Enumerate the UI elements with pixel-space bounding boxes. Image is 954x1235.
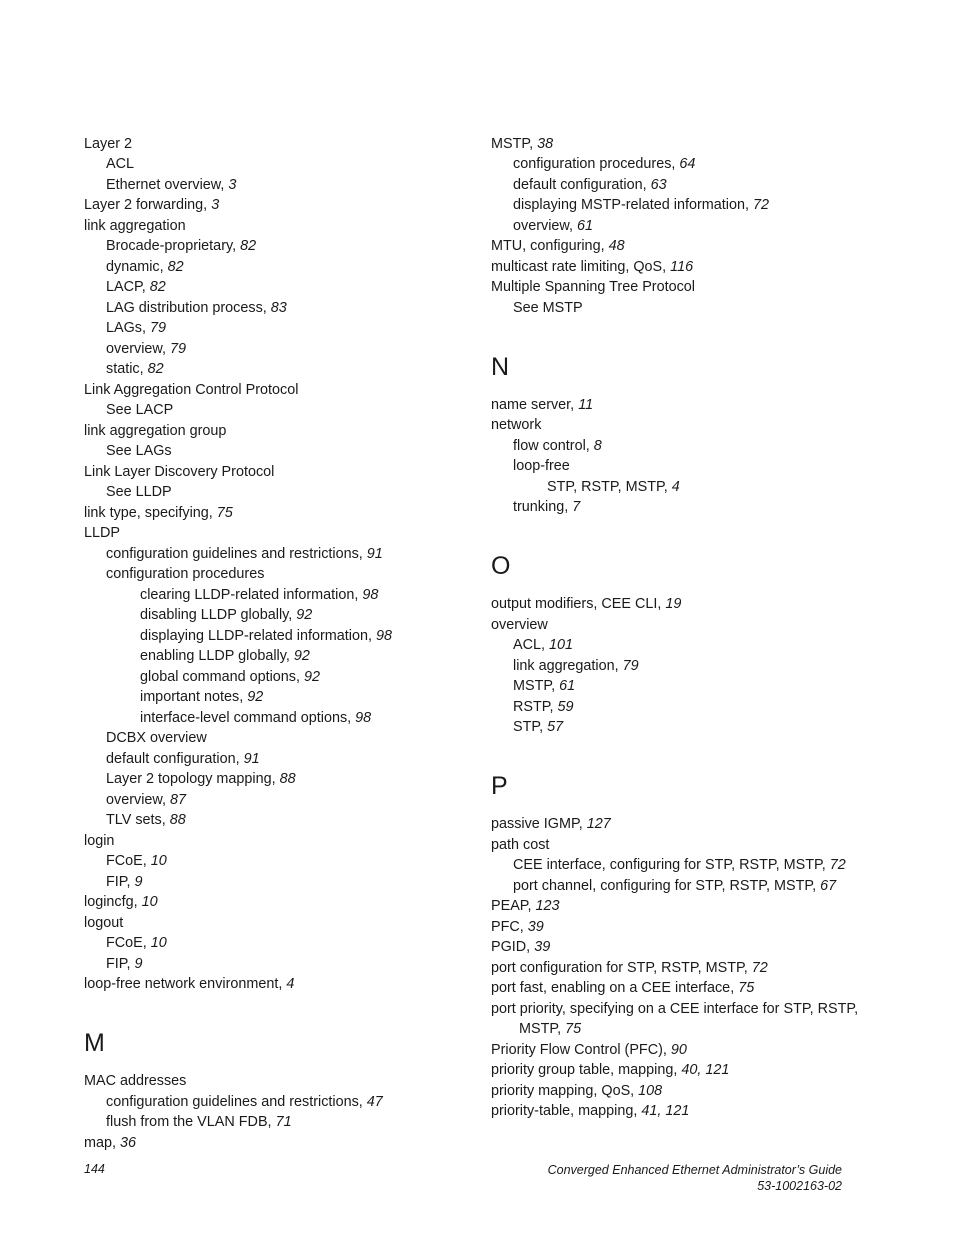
index-entry: [84, 422, 464, 441]
index-page-reference[interactable]: 91: [243, 750, 260, 767]
index-page-reference[interactable]: 40, 121: [681, 1062, 730, 1078]
index-subentry: [84, 668, 464, 687]
index-term: Multiple Spanning Tree Protocol: [491, 279, 695, 295]
index-page-reference[interactable]: 82: [167, 258, 184, 275]
index-page-reference[interactable]: 4: [671, 478, 680, 495]
index-page-reference[interactable]: 11: [578, 396, 594, 413]
index-page-reference[interactable]: 47: [366, 1093, 383, 1110]
index-term: See LLDP: [106, 484, 172, 500]
index-page-reference[interactable]: 98: [362, 586, 379, 603]
index-subentry: [491, 677, 891, 696]
index-term: interface-level command options,: [140, 709, 352, 726]
index-term: Brocade-proprietary,: [106, 238, 237, 254]
index-page-reference[interactable]: 8: [593, 437, 602, 454]
index-term: flush from the VLAN FDB,: [106, 1114, 272, 1130]
index-term: flow control,: [513, 437, 590, 454]
index-entry: [491, 1102, 891, 1121]
index-subentry: [491, 457, 891, 476]
index-term: LLDP: [84, 525, 120, 541]
index-term: priority mapping, QoS,: [491, 1082, 635, 1099]
index-page-reference[interactable]: 92: [304, 668, 321, 685]
index-page-reference[interactable]: 75: [216, 504, 233, 521]
index-page-reference[interactable]: 72: [751, 959, 768, 976]
index-page-reference[interactable]: 36: [120, 1134, 137, 1151]
index-term: path cost: [491, 836, 550, 853]
index-page-reference[interactable]: 63: [650, 176, 667, 193]
index-entry: [491, 1061, 891, 1080]
index-subentry: [491, 856, 891, 875]
index-term: port configuration for STP, RSTP, MSTP,: [491, 959, 748, 976]
index-term: FIP,: [106, 955, 131, 972]
index-page-reference[interactable]: 82: [147, 361, 164, 377]
index-subentry: [84, 627, 464, 646]
index-term: passive IGMP,: [491, 816, 583, 832]
index-subentry: [491, 437, 891, 456]
index-term: MAC addresses: [84, 1073, 187, 1089]
index-term: priority group table, mapping,: [491, 1062, 678, 1078]
index-term: overview: [491, 616, 548, 633]
index-term: LAGs,: [106, 320, 146, 336]
index-term: map,: [84, 1134, 116, 1151]
index-page-reference[interactable]: 75: [565, 1021, 582, 1037]
index-column-left: [84, 133, 464, 1153]
index-page-reference[interactable]: 90: [670, 1041, 687, 1058]
index-page-reference[interactable]: 10: [141, 894, 158, 910]
index-term: static,: [106, 361, 144, 377]
index-term: multicast rate limiting, QoS,: [491, 258, 667, 275]
index-term: CEE interface, configuring for STP, RSTP, MSTP,: [513, 857, 826, 873]
index-term: network: [491, 417, 542, 433]
index-term: link aggregation,: [513, 657, 619, 674]
index-term: port fast, enabling on a CEE interface,: [491, 980, 735, 996]
index-page-reference[interactable]: 82: [149, 279, 166, 295]
index-page-reference[interactable]: 79: [622, 657, 639, 674]
index-subentry: [84, 709, 464, 728]
index-page-reference[interactable]: 72: [752, 197, 769, 213]
index-entry: [491, 237, 891, 256]
index-term: priority-table, mapping,: [491, 1103, 638, 1119]
index-page-reference[interactable]: 92: [247, 689, 264, 705]
index-subentry: [491, 176, 891, 195]
index-term: Link Layer Discovery Protocol: [84, 463, 275, 480]
footer-document-info: [548, 1162, 842, 1194]
index-page-reference[interactable]: 10: [150, 935, 167, 951]
index-subentry: [84, 401, 464, 420]
index-term: displaying LLDP-related information,: [140, 627, 372, 644]
index-page-reference[interactable]: 7: [572, 499, 581, 515]
index-term: link aggregation: [84, 217, 186, 234]
index-term: STP,: [513, 719, 544, 735]
index-subentry: [491, 1020, 891, 1039]
index-subentry: [84, 299, 464, 318]
index-term: disabling LLDP globally,: [140, 607, 293, 623]
index-term: FCoE,: [106, 853, 147, 869]
index-term: Link Aggregation Control Protocol: [84, 381, 299, 398]
index-term: PFC,: [491, 918, 524, 935]
index-entry: [84, 975, 464, 994]
index-entry: [491, 616, 891, 635]
index-subentry: [84, 319, 464, 338]
index-term: name server,: [491, 396, 575, 413]
index-page-reference[interactable]: 98: [355, 709, 372, 726]
index-term: Priority Flow Control (PFC),: [491, 1041, 667, 1058]
index-term: trunking,: [513, 499, 569, 515]
index-page-reference[interactable]: 71: [275, 1114, 292, 1130]
footer-page-number: 144: [84, 1162, 105, 1176]
index-term: overview,: [106, 791, 166, 808]
index-subentry: [84, 340, 464, 359]
index-term: output modifiers, CEE CLI,: [491, 596, 662, 612]
index-page-reference[interactable]: 88: [279, 771, 296, 787]
index-term: PGID,: [491, 939, 531, 955]
index-term: LAG distribution process,: [106, 299, 267, 316]
index-subentry: [84, 688, 464, 707]
index-page-reference[interactable]: 39: [527, 918, 544, 935]
index-page-reference[interactable]: 57: [547, 719, 564, 735]
index-page-reference[interactable]: 19: [665, 596, 682, 612]
index-entry: [84, 914, 464, 933]
index-entry: [491, 1000, 891, 1019]
index-term: FCoE,: [106, 935, 147, 951]
section-letter-heading: M: [84, 1029, 105, 1057]
index-page-reference[interactable]: 75: [738, 980, 755, 996]
index-term: Layer 2: [84, 135, 132, 152]
index-subentry: [491, 196, 891, 215]
index-page-reference[interactable]: 64: [679, 156, 696, 172]
index-term: link type, specifying,: [84, 504, 213, 521]
index-page-reference[interactable]: 41, 121: [641, 1103, 690, 1119]
index-page-reference[interactable]: 79: [150, 320, 167, 336]
index-entry: [491, 396, 891, 415]
index-subentry: [491, 657, 891, 676]
index-entry: [84, 1072, 464, 1091]
section-letter-heading: O: [491, 552, 511, 580]
index-subentry: [84, 647, 464, 666]
index-subentry: [84, 750, 464, 769]
index-page-reference[interactable]: 39: [534, 939, 551, 955]
section-letter-heading: P: [491, 772, 508, 800]
index-entry: [491, 1041, 891, 1060]
index-page-reference[interactable]: 108: [638, 1082, 663, 1099]
index-page-reference[interactable]: 91: [366, 545, 383, 562]
index-entry: [491, 959, 891, 978]
index-term: RSTP,: [513, 698, 554, 715]
index-term: See MSTP: [513, 299, 583, 316]
index-page-reference[interactable]: 92: [296, 607, 313, 623]
index-subentry: [491, 877, 891, 896]
footer-guide-title: Converged Enhanced Ethernet Administrator’s Guide: [547, 1163, 842, 1177]
index-page-reference[interactable]: 9: [134, 873, 143, 890]
index-entry: [84, 524, 464, 543]
index-page-reference[interactable]: 98: [375, 627, 392, 644]
index-term: loop-free network environment,: [84, 976, 283, 992]
index-page-reference[interactable]: 10: [150, 853, 167, 869]
index-page-reference[interactable]: 82: [240, 238, 257, 254]
index-subentry: [84, 955, 464, 974]
index-subentry: [491, 299, 891, 318]
index-subentry: [84, 483, 464, 502]
index-term: MSTP,: [519, 1021, 562, 1037]
index-page-reference[interactable]: 123: [535, 898, 560, 914]
index-subentry: [491, 636, 891, 655]
index-term: configuration procedures,: [513, 156, 676, 172]
index-entry: [491, 938, 891, 957]
index-term: configuration procedures: [106, 566, 265, 582]
index-subentry: [84, 442, 464, 461]
index-page-reference[interactable]: 79: [170, 340, 187, 357]
index-subentry: [84, 770, 464, 789]
index-subentry: [491, 498, 891, 517]
index-subentry: [84, 729, 464, 748]
index-term: dynamic,: [106, 258, 164, 275]
index-page-reference[interactable]: 101: [549, 637, 574, 653]
index-term: clearing LLDP-related information,: [140, 586, 359, 603]
index-entry: [491, 1082, 891, 1101]
index-page-reference[interactable]: 9: [134, 955, 143, 972]
index-term: port priority, specifying on a CEE interface for STP, RSTP,: [491, 1000, 859, 1017]
index-subentry: [84, 176, 464, 195]
index-term: default configuration,: [106, 750, 240, 767]
index-term: displaying MSTP-related information,: [513, 197, 749, 213]
index-entry: [84, 1134, 464, 1153]
index-subentry: [84, 155, 464, 174]
index-term: PEAP,: [491, 898, 532, 914]
index-entry: [84, 217, 464, 236]
index-entry: [491, 258, 891, 277]
index-page-reference[interactable]: 67: [820, 877, 837, 894]
index-subentry: [84, 811, 464, 830]
index-term: See LACP: [106, 402, 174, 418]
index-subentry: [84, 852, 464, 871]
index-term: global command options,: [140, 668, 300, 685]
index-page-reference[interactable]: 87: [170, 791, 187, 808]
index-entry: [491, 278, 891, 297]
index-subentry: [84, 258, 464, 277]
index-term: DCBX overview: [106, 730, 207, 746]
index-subentry: [491, 478, 891, 497]
index-page-reference[interactable]: 59: [557, 698, 574, 715]
index-term: Ethernet overview,: [106, 176, 225, 193]
index-term: FIP,: [106, 873, 131, 890]
index-term: MSTP,: [491, 135, 534, 152]
index-term: overview,: [106, 340, 166, 357]
index-term: Layer 2 topology mapping,: [106, 771, 276, 787]
index-subentry: [491, 155, 891, 174]
index-term: ACL: [106, 156, 134, 172]
index-term: loop-free: [513, 458, 570, 474]
index-term: See LAGs: [106, 443, 172, 459]
index-entry: [84, 893, 464, 912]
index-page-reference[interactable]: 48: [608, 238, 625, 254]
index-page-reference[interactable]: 3: [211, 197, 220, 213]
index-subentry: [84, 237, 464, 256]
index-subentry: [491, 217, 891, 236]
index-entry: [84, 196, 464, 215]
index-page-reference[interactable]: 127: [586, 816, 611, 832]
index-subentry: [84, 586, 464, 605]
index-term: link aggregation group: [84, 422, 227, 439]
index-subentry: [84, 934, 464, 953]
index-page-reference[interactable]: 61: [577, 217, 594, 234]
index-term: important notes,: [140, 689, 244, 705]
index-term: port channel, configuring for STP, RSTP, MSTP,: [513, 877, 817, 894]
index-entry: [84, 504, 464, 523]
index-term: STP, RSTP, MSTP,: [547, 478, 668, 495]
index-entry: [84, 832, 464, 851]
index-subentry: [84, 873, 464, 892]
index-subentry: [84, 791, 464, 810]
index-term: ACL,: [513, 637, 545, 653]
index-page-reference[interactable]: 38: [537, 135, 554, 152]
index-entry: [491, 836, 891, 855]
index-entry: [491, 416, 891, 435]
index-term: logout: [84, 914, 124, 931]
index-term: LACP,: [106, 279, 146, 295]
index-term: MTU, configuring,: [491, 238, 605, 254]
index-subentry: [491, 698, 891, 717]
footer-doc-number: 53-1002163-02: [757, 1179, 842, 1193]
index-entry: [84, 381, 464, 400]
index-term: configuration guidelines and restrictions,: [106, 1093, 363, 1110]
index-entry: [491, 135, 891, 154]
index-entry: [491, 897, 891, 916]
section-letter-heading: N: [491, 352, 510, 381]
index-subentry: [84, 606, 464, 625]
index-subentry: [84, 278, 464, 297]
index-page-reference[interactable]: 116: [670, 258, 694, 275]
index-page-reference[interactable]: 3: [228, 176, 237, 193]
index-entry: [491, 979, 891, 998]
index-entry: [491, 595, 891, 614]
index-term: enabling LLDP globally,: [140, 648, 290, 664]
index-page-reference[interactable]: 4: [286, 976, 295, 992]
index-page-reference[interactable]: 83: [270, 299, 287, 316]
index-page-reference[interactable]: 72: [829, 857, 846, 873]
index-entry: [491, 918, 891, 937]
index-term: MSTP,: [513, 678, 556, 694]
index-term: default configuration,: [513, 176, 647, 193]
index-entry: [491, 815, 891, 834]
index-subentry: [84, 1093, 464, 1112]
index-term: Layer 2 forwarding,: [84, 197, 208, 213]
index-subentry: [84, 545, 464, 564]
index-entry: [84, 135, 464, 154]
index-term: login: [84, 832, 115, 849]
index-entry: [84, 463, 464, 482]
index-column-right: [491, 133, 891, 1121]
index-term: configuration guidelines and restrictions,: [106, 545, 363, 562]
index-subentry: [84, 1113, 464, 1132]
index-page-reference[interactable]: 61: [559, 678, 576, 694]
index-term: overview,: [513, 217, 573, 234]
index-page-reference[interactable]: 92: [293, 648, 310, 664]
index-term: logincfg,: [84, 894, 138, 910]
index-subentry: [491, 718, 891, 737]
index-subentry: [84, 360, 464, 379]
index-term: TLV sets,: [106, 812, 166, 828]
index-page-reference[interactable]: 88: [169, 812, 186, 828]
index-subentry: [84, 565, 464, 584]
